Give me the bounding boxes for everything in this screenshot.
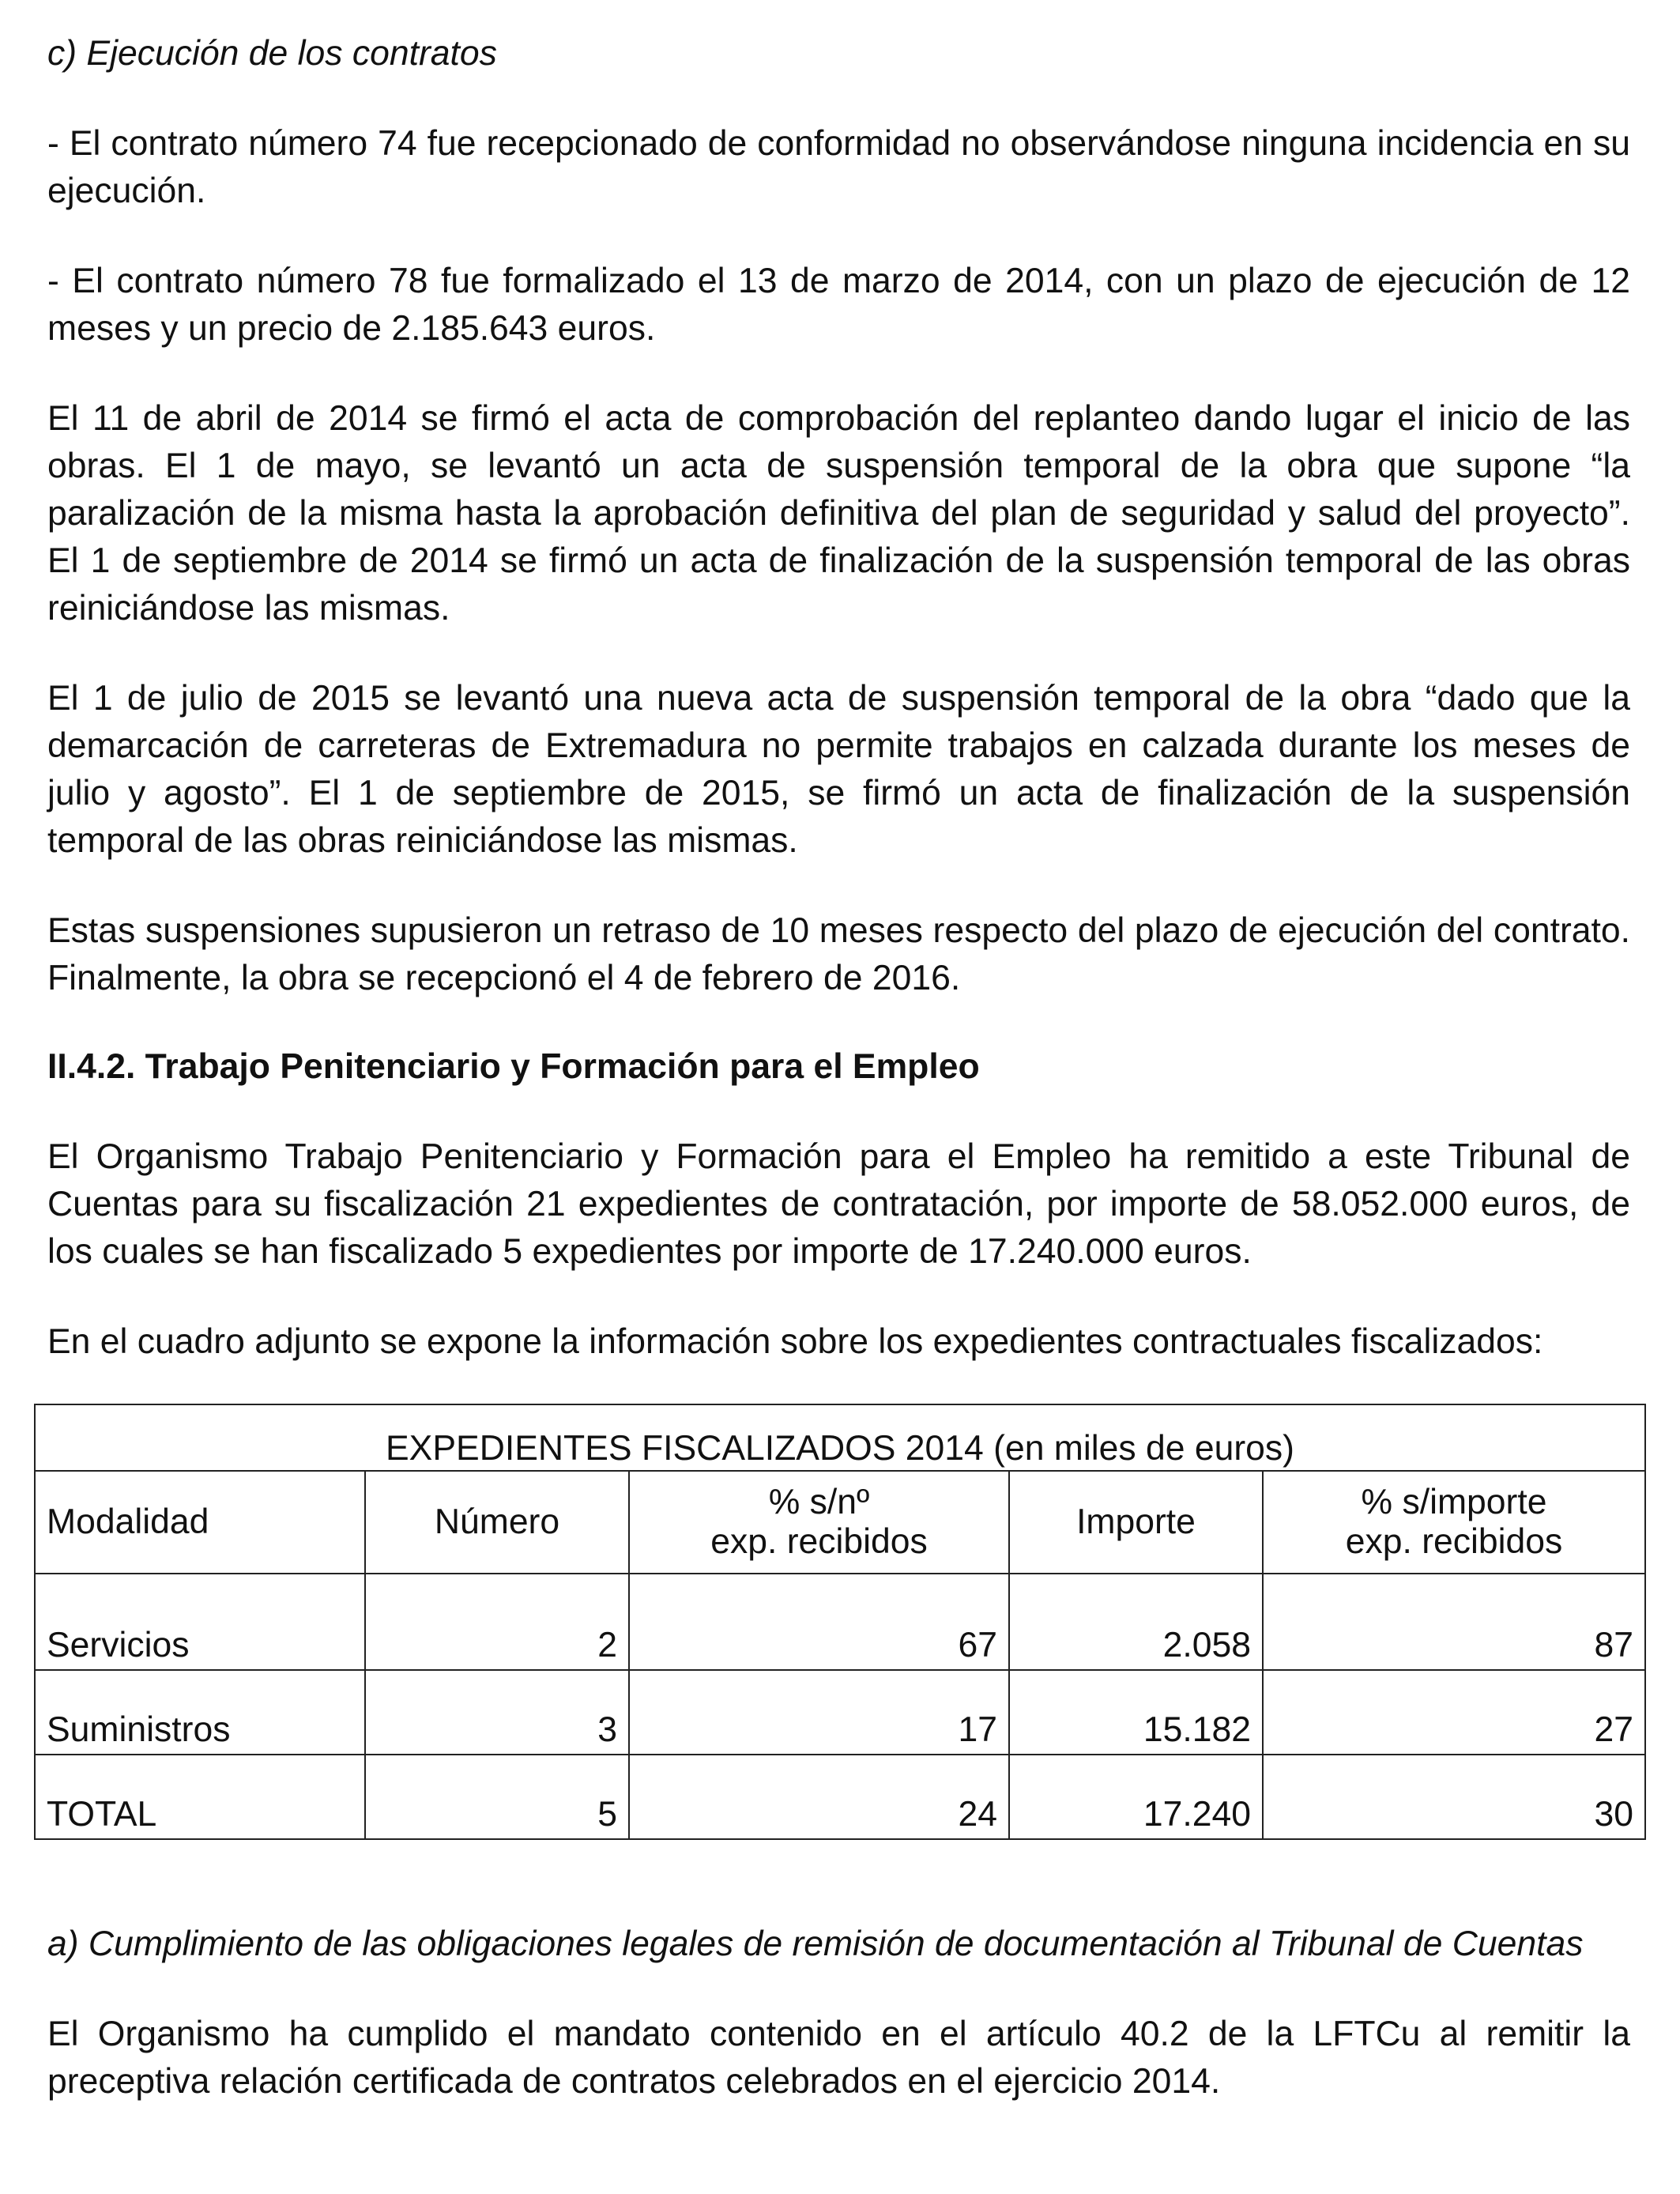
header-pct-importe-line1: % s/importe	[1361, 1483, 1547, 1521]
header-pct-numero	[629, 1471, 1009, 1574]
cell-modalidad: Servicios	[35, 1574, 365, 1670]
table-row	[35, 1670, 1645, 1755]
cell-importe: 17.240	[1009, 1755, 1263, 1839]
header-importe: Importe	[1009, 1471, 1263, 1574]
paragraph-contrato-74: - El contrato número 74 fue recepcionado de conformidad no observándose ninguna incidencia en su ejecución.	[47, 124, 1630, 210]
section-heading-trabajo-penitenciario: II.4.2. Trabajo Penitenciario y Formación para el Empleo	[47, 1047, 980, 1086]
cell-pct-importe: 87	[1263, 1574, 1645, 1670]
header-pct-importe-line2: exp. recibidos	[1345, 1522, 1563, 1561]
cell-importe: 2.058	[1009, 1574, 1263, 1670]
cell-pct-numero: 67	[629, 1574, 1009, 1670]
cell-modalidad: Suministros	[35, 1670, 365, 1755]
paragraph-acta-julio: El 1 de julio de 2015 se levantó una nueva acta de suspensión temporal de la obra “dado que la demarcación de carreteras de Extremadura no permite trabajos en calzada durante los meses de julio y agosto”. El 1 de septiembre de 2015, se firmó un acta de finalización de la suspensión temporal de las obras reiniciándose las mismas.	[47, 679, 1630, 860]
cell-pct-numero: 17	[629, 1670, 1009, 1755]
cell-pct-numero: 24	[629, 1755, 1009, 1839]
cell-numero: 5	[365, 1755, 629, 1839]
table-row-total	[35, 1755, 1645, 1839]
cell-numero: 3	[365, 1670, 629, 1755]
header-pct-numero-line2: exp. recibidos	[710, 1522, 928, 1561]
paragraph-acta-abril: El 11 de abril de 2014 se firmó el acta de comprobación del replanteo dando lugar el inicio de las obras. El 1 de mayo, se levantó un acta de suspensión temporal de la obra que supone “la paralización de la misma hasta la aprobación definitiva del plan de seguridad y salud del proyecto”. El 1 de septiembre de 2014 se firmó un acta de finalización de la suspensión temporal de las obras reiniciándose las mismas.	[47, 399, 1630, 628]
table-row	[35, 1574, 1645, 1670]
table-title: EXPEDIENTES FISCALIZADOS 2014 (en miles de euros)	[35, 1404, 1645, 1471]
header-pct-importe	[1263, 1471, 1645, 1574]
section-heading-cumplimiento: a) Cumplimiento de las obligaciones legales de remisión de documentación al Tribunal de Cuentas	[47, 1924, 1584, 1963]
cell-importe: 15.182	[1009, 1670, 1263, 1755]
header-pct-numero-line1: % s/nº	[768, 1483, 870, 1521]
paragraph-cuadro-adjunto: En el cuadro adjunto se expone la información sobre los expedientes contractuales fiscalizados:	[47, 1322, 1543, 1361]
paragraph-organismo-remision: El Organismo Trabajo Penitenciario y Formación para el Empleo ha remitido a este Tribunal de Cuentas para su fiscalización 21 expedientes de contratación, por importe de 58.052.000 euros, de los cuales se han fiscalizado 5 expedientes por importe de 17.240.000 euros.	[47, 1137, 1630, 1271]
cell-modalidad: TOTAL	[35, 1755, 365, 1839]
cell-pct-importe: 30	[1263, 1755, 1645, 1839]
cell-numero: 2	[365, 1574, 629, 1670]
paragraph-retraso: Estas suspensiones supusieron un retraso de 10 meses respecto del plazo de ejecución del contrato. Finalmente, la obra se recepcionó el 4 de febrero de 2016.	[47, 911, 1630, 997]
expedientes-table	[34, 1404, 1646, 1840]
section-heading-ejecucion: c) Ejecución de los contratos	[47, 34, 497, 73]
paragraph-contrato-78: - El contrato número 78 fue formalizado el 13 de marzo de 2014, con un plazo de ejecución de 12 meses y un precio de 2.185.643 euros.	[47, 262, 1630, 348]
header-numero: Número	[365, 1471, 629, 1574]
cell-pct-importe: 27	[1263, 1670, 1645, 1755]
paragraph-mandato: El Organismo ha cumplido el mandato contenido en el artículo 40.2 de la LFTCu al remitir la preceptiva relación certificada de contratos celebrados en el ejercicio 2014.	[47, 2015, 1630, 2101]
table-header-row	[35, 1471, 1645, 1574]
header-modalidad: Modalidad	[35, 1471, 365, 1574]
